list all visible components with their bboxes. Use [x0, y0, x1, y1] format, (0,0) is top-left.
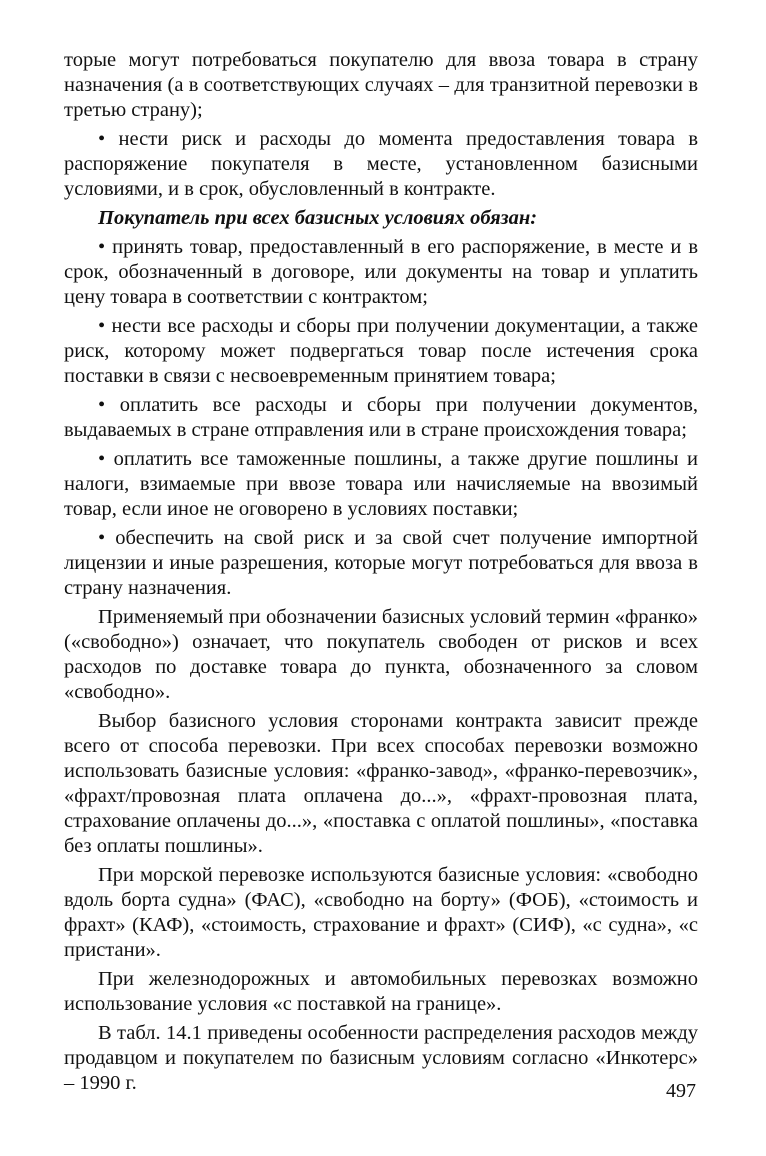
section-heading-buyer-obligations: Покупатель при всех базисных условиях обязан: [98, 207, 538, 229]
paragraph-continuation: торые могут потребоваться покупателю для ввоза товара в страну назначения (а в соответствующих случаях – для транзитной перевозки в третью страну); [64, 49, 698, 121]
bullet-seller-risk: • нести риск и расходы до момента предоставления товара в распоряжение покупателя в месте, установленном базисными условиями, и в срок, обусловленный в контракте. [64, 128, 698, 200]
bullet-accept-goods: • принять товар, предоставленный в его распоряжение, в месте и в срок, обозначенный в договоре, или документы на товар и уплатить цену товара в соответствии с контрактом; [64, 236, 698, 308]
paragraph-choice-of-terms: Выбор базисного условия сторонами контракта зависит прежде всего от способа перевозки. При всех способах перевозки возможно использовать базисные условия: «франко-завод», «франко-перевозчик», «фрахт/провозная плата оплачена до...», «фрахт-провозная плата, страхование оплачены до...», «поставка с оплатой пошлины», «поставка без оплаты пошлины». [64, 710, 698, 857]
paragraph-rail-road-transport: При железнодорожных и автомобильных перевозках возможно использование условия «с поставкой на границе». [64, 968, 698, 1015]
paragraph-sea-transport: При морской перевозке используются базисные условия: «свободно вдоль борта судна» (ФАС), «свободно на борту» (ФОБ), «стоимость и фрахт» (КАФ), «стоимость, страхование и фрахт» (СИФ), «с судна», «с пристани». [64, 864, 698, 961]
bullet-bear-expenses: • нести все расходы и сборы при получении документации, а также риск, которому может подвергаться товар после истечения срока поставки в связи с несвоевременным принятием товара; [64, 315, 698, 387]
paragraph-franco-term: Применяемый при обозначении базисных условий термин «франко» («свободно») означает, что покупатель свободен от рисков и всех расходов по доставке товара до пункта, обозначенного за словом «свободно». [64, 606, 698, 703]
page-number: 497 [666, 1080, 696, 1102]
bullet-pay-duties: • оплатить все таможенные пошлины, а также другие пошлины и налоги, взимаемые при ввозе товара или начисляемые на ввозимый товар, если иное не оговорено в условиях поставки; [64, 448, 698, 520]
page-body [64, 48, 698, 1100]
bullet-import-license: • обеспечить на свой риск и за свой счет получение импортной лицензии и иные разрешения, которые могут потребоваться для ввоза в страну назначения. [64, 527, 698, 599]
bullet-pay-documents: • оплатить все расходы и сборы при получении документов, выдаваемых в стране отправления или в стране происхождения товара; [64, 394, 698, 441]
paragraph-table-reference: В табл. 14.1 приведены особенности распределения расходов между продавцом и покупателем по базисным условиям согласно «Инкотерс» – 1990 г. [64, 1022, 698, 1094]
